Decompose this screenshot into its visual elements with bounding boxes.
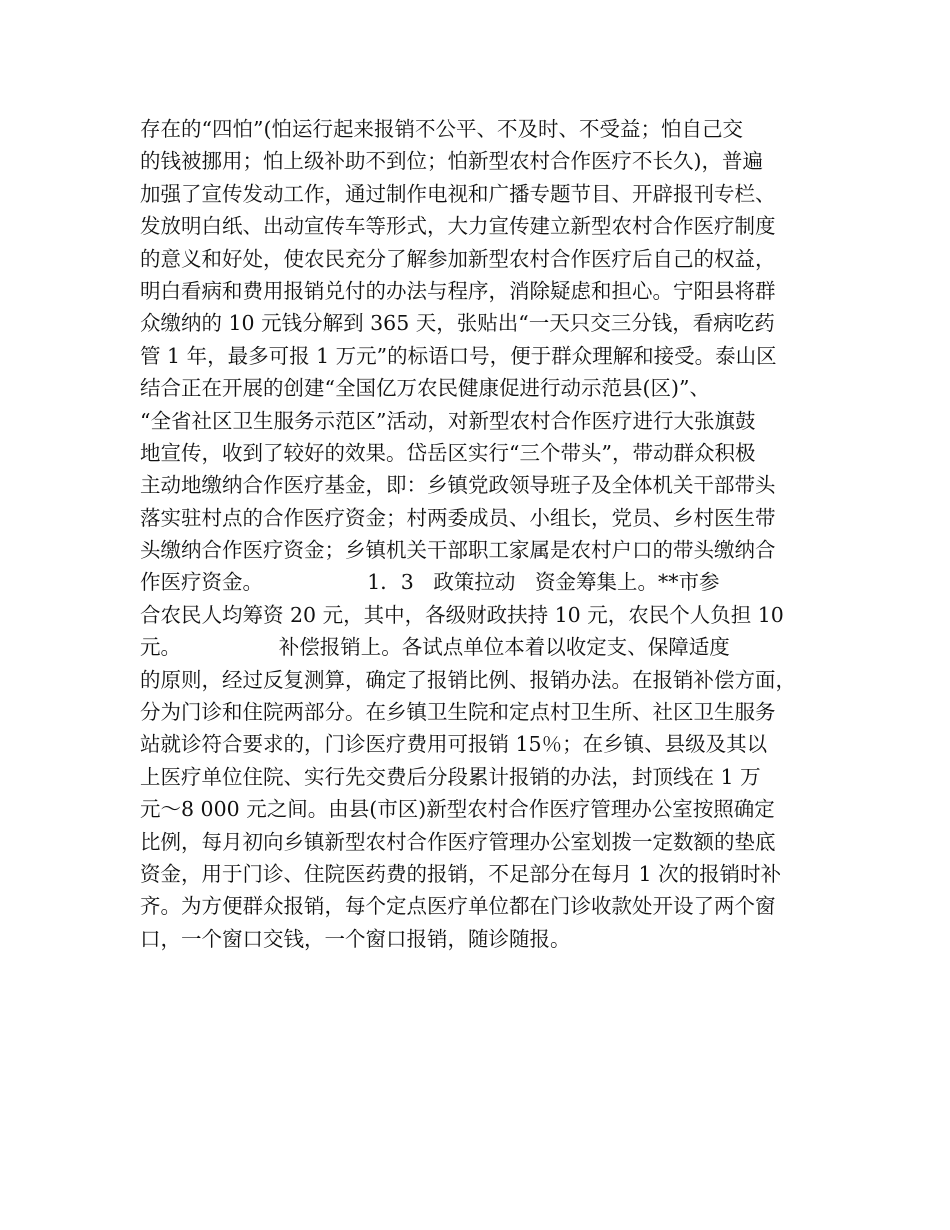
text-line: 口，一个窗口交钱，一个窗口报销，随诊随报。 xyxy=(140,926,571,951)
text-line: 作医疗资金。 1．3 政策拉动 资金筹集上。**市参 xyxy=(140,570,720,595)
text-line: 分为门诊和住院两部分。在乡镇卫生院和定点村卫生所、社区卫生服务 xyxy=(140,700,776,725)
text-line: 头缴纳合作医疗资金；乡镇机关干部职工家属是农村户口的带头缴纳合 xyxy=(140,538,776,563)
body-text xyxy=(140,113,830,955)
text-line: 资金，用于门诊、住院医药费的报销，不足部分在每月 1 次的报销时补 xyxy=(140,861,782,886)
text-line: “全省社区卫生服务示范区”活动，对新型农村合作医疗进行大张旗鼓 xyxy=(140,408,756,433)
text-line: 的原则，经过反复测算，确定了报销比例、报销办法。在报销补偿方面， xyxy=(140,667,796,692)
text-line: 结合正在开展的创建“全国亿万农民健康促进行动示范县(区)”、 xyxy=(140,376,710,401)
text-line: 落实驻村点的合作医疗资金；村两委成员、小组长，党员、乡村医生带 xyxy=(140,505,776,530)
text-line: 加强了宣传发动工作，通过制作电视和广播专题节目、开辟报刊专栏、 xyxy=(140,181,776,206)
text-line: 管 1 年，最多可报 1 万元”的标语口号，便于群众理解和接受。泰山区 xyxy=(140,343,777,368)
text-line: 上医疗单位住院、实行先交费后分段累计报销的办法，封顶线在 1 万 xyxy=(140,764,761,789)
text-line: 比例，每月初向乡镇新型农村合作医疗管理办公室划拨一定数额的垫底 xyxy=(140,829,776,854)
text-line: 地宣传，收到了较好的效果。岱岳区实行“三个带头”，带动群众积极 xyxy=(140,440,756,465)
text-line: 齐。为方便群众报销，每个定点医疗单位都在门诊收款处开设了两个窗 xyxy=(140,894,776,919)
text-line: 众缴纳的 10 元钱分解到 365 天，张贴出“一天只交三分钱，看病吃药 xyxy=(140,311,775,336)
text-line: 发放明白纸、出动宣传车等形式，大力宣传建立新型农村合作医疗制度 xyxy=(140,214,776,239)
text-line: 合农民人均筹资 20 元，其中，各级财政扶持 10 元，农民个人负担 10 xyxy=(140,602,784,627)
text-line: 元～8 000 元之间。由县(市区)新型农村合作医疗管理办公室按照确定 xyxy=(140,797,775,822)
text-line: 元。 补偿报销上。各试点单位本着以收定支、保障适度 xyxy=(140,635,730,660)
text-line: 的意义和好处，使农民充分了解参加新型农村合作医疗后自己的权益， xyxy=(140,246,776,271)
text-line: 站就诊符合要求的，门诊医疗费用可报销 15％；在乡镇、县级及其以 xyxy=(140,732,768,757)
text-line: 存在的“四怕”(怕运行起来报销不公平、不及时、不受益；怕自己交 xyxy=(140,117,743,141)
text-line: 明白看病和费用报销兑付的办法与程序，消除疑虑和担心。宁阳县将群 xyxy=(140,278,776,303)
text-line: 的钱被挪用；怕上级补助不到位；怕新型农村合作医疗不长久)，普遍 xyxy=(140,149,763,174)
text-line: 主动地缴纳合作医疗基金，即：乡镇党政领导班子及全体机关干部带头 xyxy=(140,473,776,498)
